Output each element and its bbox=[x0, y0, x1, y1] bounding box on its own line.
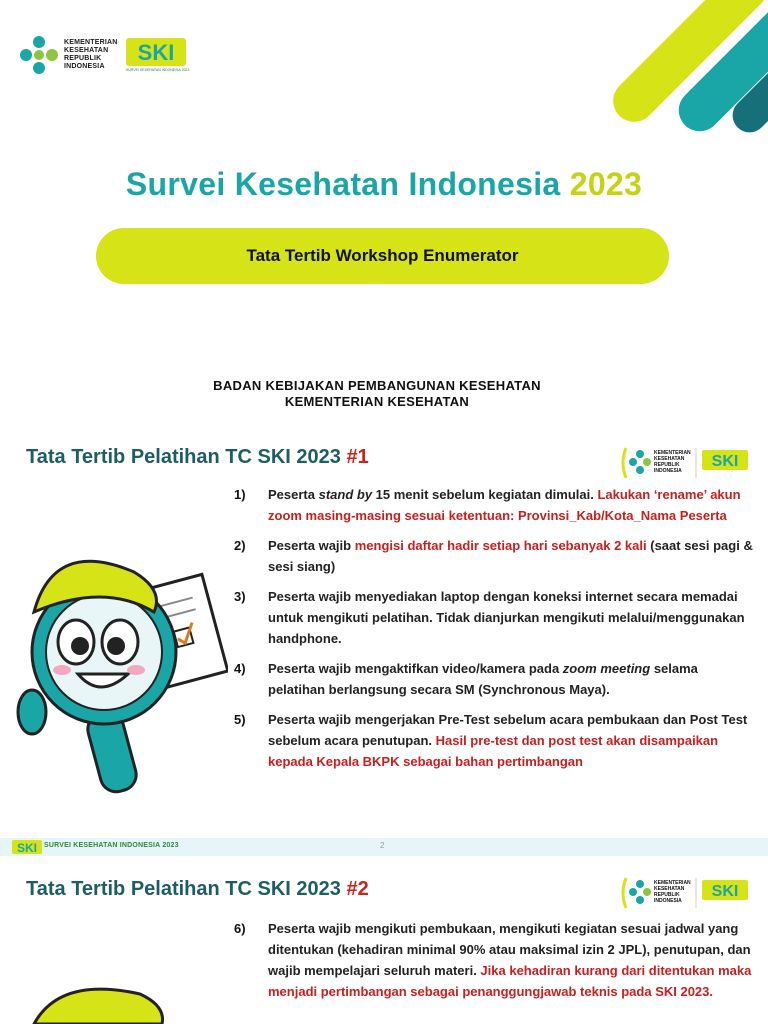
rule-text-part: Peserta wajib bbox=[268, 538, 355, 553]
slide-title-text: Tata Tertib Pelatihan TC SKI 2023 bbox=[26, 446, 341, 468]
rule-item bbox=[234, 484, 754, 526]
corner-logo-line: REPUBLIK bbox=[654, 462, 680, 468]
rule-number: 3) bbox=[234, 589, 246, 604]
rule-text-part: selama pelatihan berlangsung secara SM (Synchronous Maya). bbox=[268, 661, 698, 697]
kemenkes-logo bbox=[18, 34, 118, 76]
rule-item bbox=[234, 658, 754, 700]
kemenkes-emblem-icon bbox=[18, 34, 60, 76]
corner-logos bbox=[618, 868, 768, 918]
slide-title bbox=[26, 878, 369, 901]
kemenkes-line: REPUBLIK bbox=[64, 55, 102, 62]
rule-number: 5) bbox=[234, 712, 246, 727]
subtitle-pill bbox=[96, 228, 669, 284]
corner-logo-line: KESEHATAN bbox=[654, 886, 685, 892]
corner-logo-line: KEMENTERIAN bbox=[654, 880, 691, 886]
rule-text-highlight: mengisi daftar hadir setiap hari sebanyak 2 kali bbox=[354, 538, 647, 553]
footer-text: SURVEI KESEHATAN INDONESIA 2023 bbox=[44, 842, 179, 849]
rule-text bbox=[268, 918, 754, 1002]
rule-text-part: Peserta wajib mengerjakan Pre-Test sebelum acara pembukaan dan Post Test sebelum acara penutupan. bbox=[268, 712, 748, 748]
rule-text: Peserta wajib menyediakan laptop dengan koneksi internet secara memadai untuk mengikuti pelatihan. Tidak dianjurkan mengikuti melalui/menggunakan handphone. bbox=[268, 589, 745, 646]
corner-logo-line: KESEHATAN bbox=[654, 456, 685, 462]
corner-logo-line: INDONESIA bbox=[654, 468, 682, 474]
footer-ski-logo bbox=[12, 839, 42, 855]
magnifier-mascot-illustration bbox=[14, 542, 228, 802]
rule-item bbox=[234, 586, 754, 649]
ski-logo-text: SKI bbox=[137, 40, 175, 65]
rule-text-highlight: Lakukan ‘rename’ akun zoom masing-masing sesuai ketentuan: Provinsi_Kab/Kota_Nama Peserta bbox=[268, 487, 741, 523]
rule-text-highlight: Jika kehadiran kurang dari ditentukan maka menjadi pertimbangan sebagai penanggungjawab teknis pada SKI 2023. bbox=[268, 963, 752, 999]
slide-title bbox=[26, 446, 369, 469]
rule-text bbox=[268, 484, 754, 526]
rules-list bbox=[234, 484, 754, 781]
corner-logo-line: KEMENTERIAN bbox=[654, 450, 691, 456]
slide-title-number: #1 bbox=[346, 446, 369, 468]
rule-text-part: (saat sesi pagi & sesi siang) bbox=[268, 538, 753, 574]
corner-logo-line: REPUBLIK bbox=[654, 892, 680, 898]
rule-item bbox=[234, 709, 754, 772]
rule-text bbox=[268, 658, 754, 700]
org-line-2: KEMENTERIAN KESEHATAN bbox=[284, 394, 470, 409]
corner-logos bbox=[618, 438, 768, 488]
slide-footer bbox=[0, 838, 768, 856]
corner-logo-line: INDONESIA bbox=[654, 898, 682, 904]
rule-text bbox=[268, 535, 754, 577]
rule-text-part: Peserta wajib mengikuti pembukaan, mengikuti kegiatan sesuai jadwal yang ditentukan (kehadiran minimal 90% atau maksimal izin 2 JPL), penutupan, dan wajib mempelajari seluruh materi. bbox=[268, 921, 751, 978]
corner-ski-logo: SKI bbox=[711, 453, 739, 470]
rules-slide-2 bbox=[0, 856, 768, 1024]
rule-number: 2) bbox=[234, 538, 246, 553]
rule-text-italic: stand by bbox=[318, 487, 373, 502]
slide-title-text: Tata Tertib Pelatihan TC SKI 2023 bbox=[26, 878, 341, 900]
slide-title-number: #2 bbox=[346, 878, 369, 900]
rules-slide-1 bbox=[0, 432, 768, 840]
kemenkes-line: KEMENTERIAN bbox=[64, 39, 118, 46]
main-title bbox=[0, 166, 768, 203]
main-title-text: Survei Kesehatan Indonesia bbox=[125, 166, 561, 202]
kemenkes-line: KESEHATAN bbox=[64, 47, 109, 54]
kemenkes-line: INDONESIA bbox=[64, 63, 105, 70]
rule-number: 4) bbox=[234, 661, 246, 676]
rules-list bbox=[234, 918, 754, 1011]
ski-logo-subtitle: SURVEI KESEHATAN INDONESIA 2023 bbox=[126, 68, 190, 72]
rule-text-highlight: Hasil pre-test dan post test akan disampaikan kepada Kepala BKPK sebagai bahan pertimbangan bbox=[268, 733, 719, 769]
org-line-1: BADAN KEBIJAKAN PEMBANGUNAN KESEHATAN bbox=[213, 378, 541, 393]
page-number: 2 bbox=[380, 841, 385, 850]
ski-logo bbox=[124, 36, 188, 76]
rule-text-part: Peserta wajib mengaktifkan video/kamera pada bbox=[268, 661, 563, 676]
rule-item bbox=[234, 918, 754, 1002]
main-title-year: 2023 bbox=[569, 166, 643, 202]
rule-text bbox=[268, 709, 754, 772]
rule-item bbox=[234, 535, 754, 577]
mascot-cap-partial bbox=[30, 982, 170, 1024]
rule-text-part: 15 menit sebelum kegiatan dimulai. bbox=[372, 487, 598, 502]
rule-text-italic: zoom meeting bbox=[562, 661, 651, 676]
subtitle-text: Tata Tertib Workshop Enumerator bbox=[246, 246, 519, 265]
cover-slide bbox=[0, 0, 768, 432]
footer-logo-text: SKI bbox=[16, 841, 38, 855]
rule-number: 1) bbox=[234, 487, 246, 502]
corner-ski-logo: SKI bbox=[711, 883, 739, 900]
rule-number: 6) bbox=[234, 921, 246, 936]
rule-text-part: Peserta bbox=[268, 487, 319, 502]
